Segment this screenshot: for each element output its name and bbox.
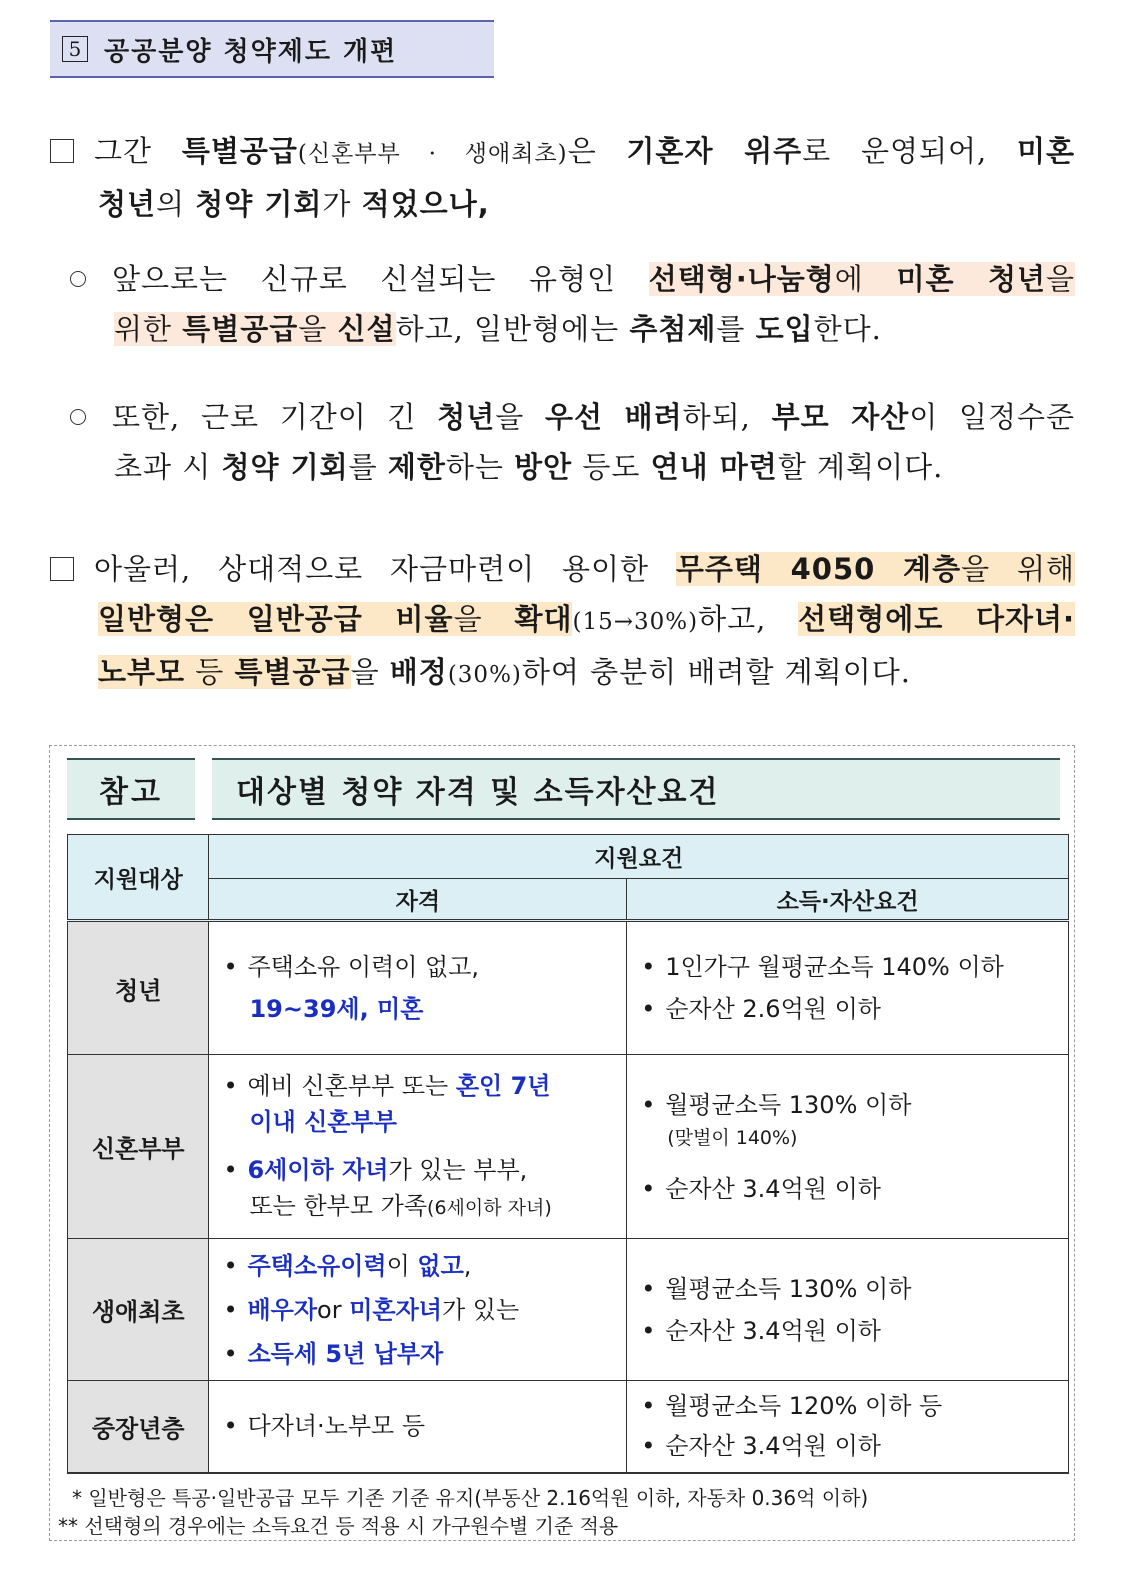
- table-subheader-row: [68, 879, 1069, 921]
- table-header-row: [68, 835, 1069, 879]
- section-title: 공공분양 청약제도 개편: [104, 36, 398, 67]
- income-cell: • 월평균소득 120% 이하 등 • 순자산 3.4억원 이하: [627, 1381, 1069, 1473]
- table-row: [68, 921, 1069, 1055]
- footnote-2: ** 선택형의 경우에는 소득요건 등 적용 시 가구원수별 기준 적용: [58, 1514, 619, 1538]
- header-qualification: 자격: [209, 879, 627, 921]
- category-newlywed: 신혼부부: [68, 1055, 209, 1239]
- paragraph-1-line-2: 청년의 청약 기회가 적었으나,: [98, 187, 490, 221]
- header-target: 지원대상: [68, 835, 209, 921]
- paragraph-1: [50, 126, 1075, 229]
- qualification-cell: • 주택소유 이력이 없고, 19~39세, 미혼: [209, 921, 627, 1055]
- category-middle-aged: 중장년층: [68, 1381, 209, 1473]
- section-header: [50, 20, 494, 78]
- paragraph-3-line-1: 또한, 근로 기간이 긴 청년을 우선 배려하되, 부모 자산이 일정수준: [70, 392, 1075, 442]
- income-cell: • 1인가구 월평균소득 140% 이하 • 순자산 2.6억원 이하: [627, 921, 1069, 1055]
- paragraph-3-line-2: 초과 시 청약 기회를 제한하는 방안 등도 연내 마련할 계획이다.: [114, 450, 944, 484]
- qualification-cell: • 예비 신혼부부 또는 혼인 7년 이내 신혼부부 • 6세이하 자녀가 있는 부부, 또는 한부모 가족(6세이하 자녀): [209, 1055, 627, 1239]
- table-row: [68, 1239, 1069, 1381]
- circle-bullet-icon: [70, 271, 86, 287]
- qualification-cell: • 주택소유이력이 없고, • 배우자or 미혼자녀가 있는 • 소득세 5년 납부자: [209, 1239, 627, 1381]
- paragraph-2-line-2: 위한 특별공급을 신설하고, 일반형에는 추첨제를 도입한다.: [114, 312, 882, 346]
- header-requirements: 지원요건: [209, 835, 1069, 879]
- footnote-1: * 일반형은 특공·일반공급 모두 기존 기준 유지(부동산 2.16억원 이하, 자동차 0.36억 이하): [72, 1486, 869, 1510]
- header-income-assets: 소득·자산요건: [627, 879, 1069, 921]
- paragraph-4-line-3: 노부모 등 특별공급을 배정(30%)하여 충분히 배려할 계획이다.: [98, 655, 911, 689]
- reference-title: 대상별 청약 자격 및 소득자산요건: [212, 758, 1060, 820]
- paragraph-2: [70, 254, 1075, 354]
- checkbox-bullet-icon: [50, 557, 74, 581]
- qualification-cell: • 다자녀·노부모 등: [209, 1381, 627, 1473]
- checkbox-bullet-icon: [50, 139, 74, 163]
- paragraph-3: [70, 392, 1075, 492]
- circle-bullet-icon: [70, 409, 86, 425]
- income-cell: • 월평균소득 130% 이하 (맞벌이 140%) • 순자산 3.4억원 이하: [627, 1055, 1069, 1239]
- paragraph-4-line-2: 일반형은 일반공급 비율을 확대(15→30%)하고, 선택형에도 다자녀·: [98, 602, 1076, 636]
- paragraph-4-line-1: 아울러, 상대적으로 자금마련이 용이한 무주택 4050 계층을 위해: [50, 544, 1075, 594]
- paragraph-1-line-1: 그간 특별공급(신혼부부 · 생애최초)은 기혼자 위주로 운영되어, 미혼: [50, 126, 1075, 179]
- section-number: 5: [62, 36, 88, 62]
- category-first-time: 생애최초: [68, 1239, 209, 1381]
- category-youth: 청년: [68, 921, 209, 1055]
- reference-tag: 참고: [67, 758, 195, 820]
- requirements-table: [67, 834, 1069, 1474]
- table-row: [68, 1381, 1069, 1473]
- paragraph-4: [50, 544, 1075, 700]
- table-row: [68, 1055, 1069, 1239]
- paragraph-2-line-1: 앞으로는 신규로 신설되는 유형인 선택형·나눔형에 미혼 청년을: [70, 254, 1075, 304]
- income-cell: • 월평균소득 130% 이하 • 순자산 3.4억원 이하: [627, 1239, 1069, 1381]
